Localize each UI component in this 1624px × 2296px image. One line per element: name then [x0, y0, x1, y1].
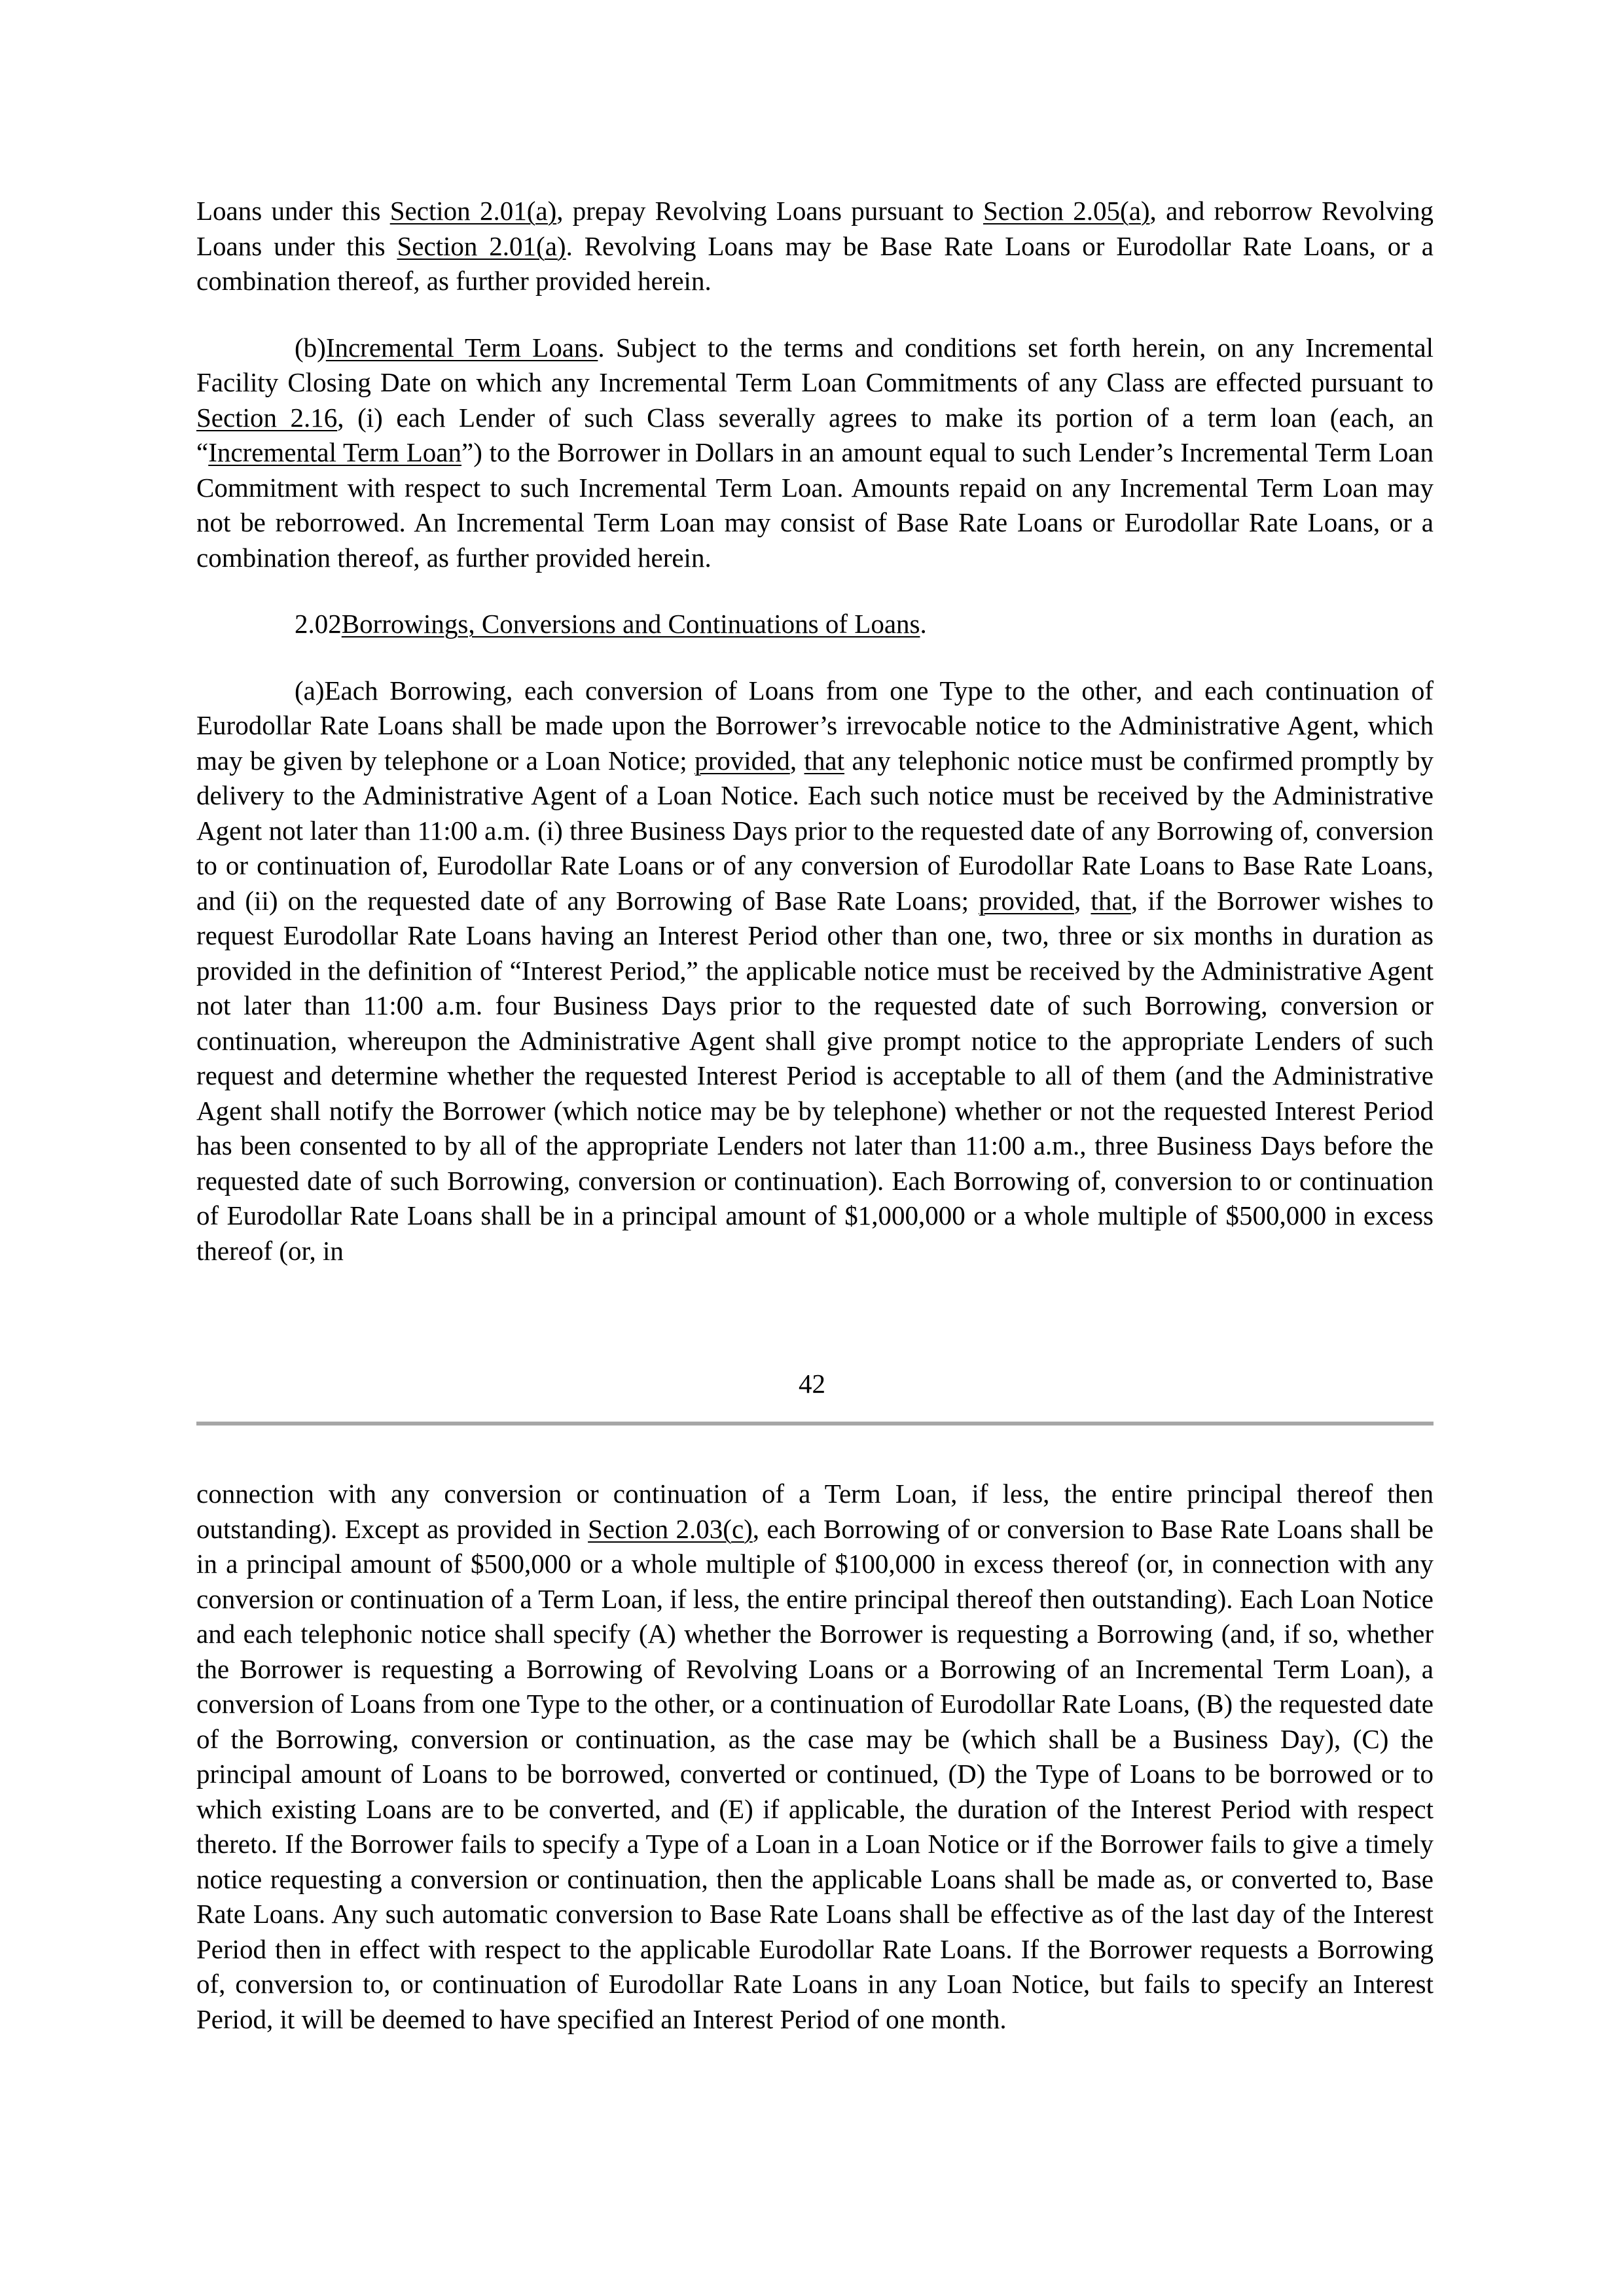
text-span: , and reborrow Revolving Loans under this [196, 196, 1434, 261]
page-break-divider [196, 1422, 1434, 1426]
text-span: , [1074, 885, 1091, 916]
clause-heading: Incremental Term Loans [325, 332, 598, 363]
page-42-body [196, 194, 1434, 1268]
section-2-16-reference: Section 2.16 [196, 402, 338, 433]
text-span: . Revolving Loans may be Base Rate Loans or Eurodollar Rate Loans, or a combination thereof, as further provided herein. [196, 230, 1434, 296]
section-heading-2-02 [196, 607, 1434, 642]
proviso-term: provided [695, 745, 790, 776]
section-2-03c-reference: Section 2.03(c) [588, 1513, 753, 1544]
clause-number: (b) [295, 332, 326, 363]
text-span: connection with any conversion or continuation of a Term Loan, if less, the entire principal thereof then outstanding). Except as provided in [196, 1479, 1434, 1544]
page-43-body [196, 1477, 1434, 2037]
section-2-05a-reference: Section 2.05(a) [983, 196, 1150, 226]
paragraph-incremental-term-loans [196, 331, 1434, 576]
text-span: , if the Borrower wishes to request Eurodollar Rate Loans having an Interest Period other than one, two, three or six months in duration as provided in the definition of “Interest Period,” the applicable notice must be received by the Administrative Agent not later than 11:00 a.m. four Business Days prior to the requested date of such Borrowing, conversion or continuation, whereupon the Administrative Agent shall give prompt notice to the appropriate Lenders of such request and determine whether the requested Interest Period is acceptable to all of them (and the Administrative Agent shall notify the Borrower (which notice may be by telephone) whether or not the requested Interest Period has been consented to by all of the appropriate Lenders not later than 11:00 a.m., three Business Days before the requested date of such Borrowing, conversion or continuation). Each Borrowing of, conversion to or continuation of Eurodollar Rate Loans shall be in a principal amount of $1,000,000 or a whole multiple of $500,000 in excess thereof (or, in [196, 885, 1434, 1266]
paragraph-borrowing-notice-continued [196, 1477, 1434, 2037]
clause-number: (a) [295, 675, 325, 706]
proviso-term: provided [979, 885, 1074, 916]
proviso-term: that [1091, 885, 1131, 916]
section-title: Borrowings, Conversions and Continuations of Loans [341, 609, 920, 639]
text-span: . Subject to the terms and conditions set forth herein, on any Incremental Facility Closing Date on which any Incremental Term Loan Commitments of any Class are effected pursuant to [196, 332, 1434, 397]
text-span: , each Borrowing of or conversion to Base Rate Loans shall be in a principal amount of $500,000 or a whole multiple of $100,000 in excess thereof (or, in connection with any conversion or continuation of a Term Loan, if less, the entire principal thereof then outstanding). Each Loan Notice and each telephonic notice shall specify (A) whether the Borrower is requesting a Borrowing (and, if so, whether the Borrower is requesting a Borrowing of Revolving Loans or a Borrowing of an Incremental Term Loan), a conversion of Loans from one Type to the other, or a continuation of Eurodollar Rate Loans, (B) the requested date of the Borrowing, conversion or continuation, as the case may be (which shall be a Business Day), (C) the principal amount of Loans to be borrowed, converted or continued, (D) the Type of Loans to be borrowed or to which existing Loans are to be converted, and (E) if applicable, the duration of the Interest Period with respect thereto. If the Borrower fails to specify a Type of a Loan in a Loan Notice or if the Borrower fails to give a timely notice requesting a conversion or continuation, then the applicable Loans shall be made as, or converted to, Base Rate Loans. Any such automatic conversion to Base Rate Loans shall be effective as of the last day of the Interest Period then in effect with respect to the applicable Eurodollar Rate Loans. If the Borrower requests a Borrowing of, conversion to, or continuation of Eurodollar Rate Loans in any Loan Notice, but fails to specify an Interest Period, it will be deemed to have specified an Interest Period of one month. [196, 1513, 1434, 2034]
text-span: ”) to the Borrower in Dollars in an amount equal to such Lender’s Incremental Term Loan Commitment with respect to such Incremental Term Loan. Amounts repaid on any Incremental Term Loan may not be reborrowed. An Incremental Term Loan may consist of Base Rate Loans or Eurodollar Rate Loans, or a combination thereof, as further provided herein. [196, 437, 1434, 573]
text-span: Each Borrowing, each conversion of Loans from one Type to the other, and each continuation of Eurodollar Rate Loans shall be made upon the Borrower’s irrevocable notice to the Administrative Agent, which may be given by telephone or a Loan Notice; [196, 675, 1434, 776]
page-number: 42 [799, 1369, 825, 1399]
defined-term: Incremental Term Loan [208, 437, 461, 467]
section-2-01a-reference: Section 2.01(a) [397, 230, 566, 261]
paragraph-borrowing-notice [196, 673, 1434, 1269]
text-span: , (i) each Lender of such Class severally agrees to make its portion of a term loan (each, an “ [196, 402, 1434, 467]
section-2-01a-reference: Section 2.01(a) [389, 196, 557, 226]
text-span: , [789, 745, 804, 776]
proviso-term: that [804, 745, 845, 776]
section-number: 2.02 [295, 609, 342, 639]
text-span: Loans under this [196, 196, 390, 226]
text-span: , prepay Revolving Loans pursuant to [556, 196, 983, 226]
text-span: any telephonic notice must be confirmed promptly by delivery to the Administrative Agent of a Loan Notice. Each such notice must be received by the Administrative Agent not later than 11:00 a.m. (i) three Business Days prior to the requested date of any Borrowing of, conversion to or continuation of, Eurodollar Rate Loans or of any conversion of Eurodollar Rate Loans to Base Rate Loans, and (ii) on the requested date of any Borrowing of Base Rate Loans; [196, 745, 1434, 916]
text-span: . [920, 609, 927, 639]
paragraph-revolving-loans [196, 194, 1434, 299]
